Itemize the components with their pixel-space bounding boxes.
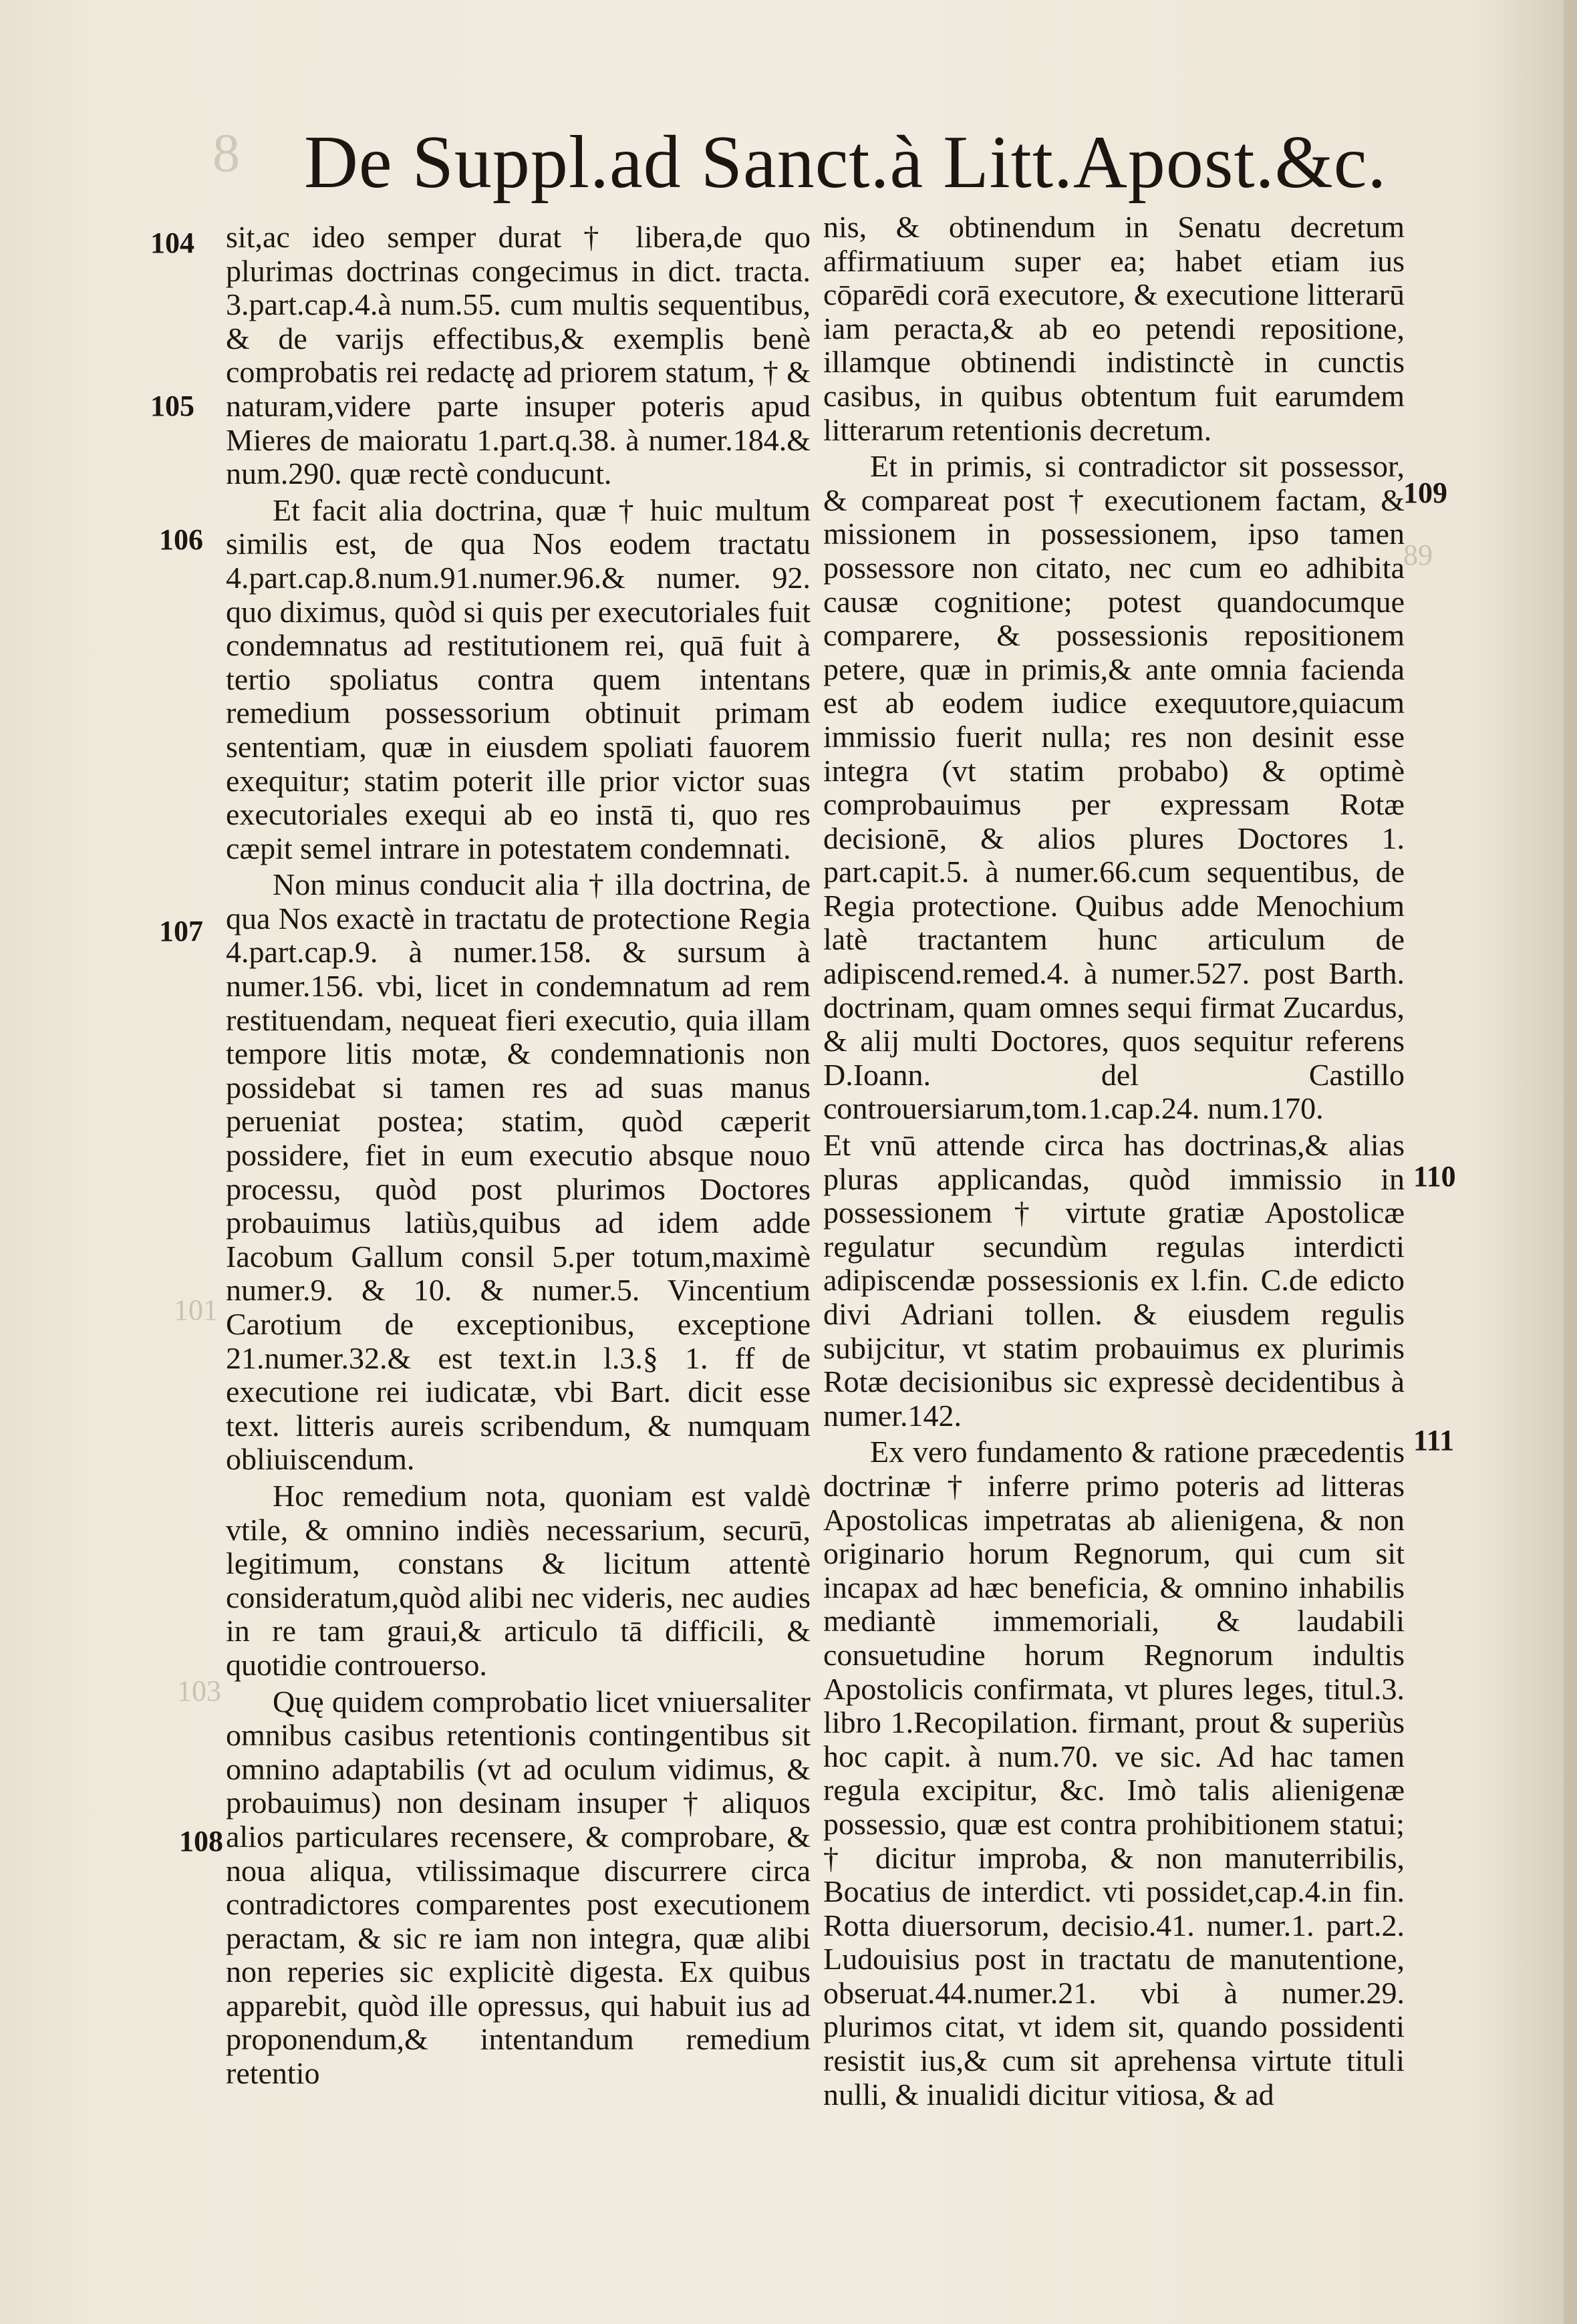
bleed-through-number: 101 bbox=[174, 1294, 218, 1326]
margin-number-107: 107 bbox=[159, 915, 203, 948]
paragraph: Hoc remedium nota, quoniam est valdè vtile, & omnino indiès necessarium, securū, legitimum, constans & licitum attentè consideratum,quòd alibi nec videris, nec audies in re tam graui,& articulo tā difficili, & quotidie controuerso. bbox=[226, 1478, 811, 1682]
right-text-column bbox=[823, 210, 1405, 2114]
bleed-through-number: 103 bbox=[177, 1675, 221, 1707]
page-edge bbox=[1564, 0, 1577, 2324]
paragraph: nis, & obtinendum in Senatu decretum affirmatiuum super ea; habet etiam ius cōparēdi corā executore, & executione litterarū iam peracta,& ab eo petendi repositione, illamque obtinendi indistinctè in cunctis casibus, in quibus obtentum fuit earumdem litterarum retentionis decretum. bbox=[823, 210, 1405, 447]
paragraph: Et vnū attende circa has doctrinas,& alias pluras applicandas, quòd immissio in possessionem † virtute gratiæ Apostolicæ regulatur secundùm regulas interdicti adipiscendæ possessionis ex l.fin. C.de edicto divi Adriani tollen. & eiusdem regulis subijcitur, vt statim probauimus ex plurimis Rotæ decisionibus sic expressè decidentibus à numer.142. bbox=[823, 1128, 1405, 1433]
margin-number-104: 104 bbox=[150, 227, 194, 259]
margin-number-111: 111 bbox=[1413, 1424, 1455, 1457]
margin-number-108: 108 bbox=[179, 1825, 223, 1858]
left-text-column bbox=[226, 221, 811, 2093]
page-number-faint: 8 bbox=[212, 122, 240, 183]
running-header: De Suppl.ad Sanct.à Litt.Apost.&c. bbox=[304, 121, 1387, 204]
margin-number-106: 106 bbox=[159, 523, 203, 556]
paragraph: Et facit alia doctrina, quæ † huic multum similis est, de qua Nos eodem tractatu 4.part.cap.8.num.91.numer.96.& numer. 92. quo diximus, quòd si quis per executoriales fuit condemnatus ad restitutionem rei, quā fuit à tertio spoliatus contra quem intentans remedium possessorium obtinuit primam sententiam, quæ in eiusdem spoliati fauorem exequitur; statim poterit ille prior victor suas executoriales exequi ab eo instā ti, quo res cæpit semel intrare in potestatem condemnati. bbox=[226, 492, 811, 865]
margin-number-109: 109 bbox=[1403, 476, 1447, 509]
bleed-through-number: 89 bbox=[1403, 539, 1433, 571]
paragraph: Quę quidem comprobatio licet vniuersaliter omnibus casibus retentionis contingentibus sit omnino adaptabilis (vt ad oculum vidimus, & probauimus) non desinam insuper † aliquos alios particulares recensere, & comprobare, & noua aliqua, vtilissimaque discurrere circa contradictores comparentes post executionem peractam, & sic re iam non integra, quæ alibi non reperies sic explicitè digesta. Ex quibus apparebit, quòd ille opressus, qui habuit ius ad proponendum,& intentandum remedium retentio bbox=[226, 1684, 811, 2091]
margin-number-105: 105 bbox=[150, 390, 194, 422]
margin-number-110: 110 bbox=[1413, 1160, 1456, 1193]
paragraph: Et in primis, si contradictor sit possessor, & compareat post † executionem factam, & missionem in possessionem, ipso tamen possessore non citato, nec cum eo adhibita causæ cognitione; potest quandocumque comparere, & possessionis repositionem petere, quæ in primis,& ante omnia facienda est ab eodem iudice exequutore,quiacum immissio fuerit nulla; res non desinit esse integra (vt statim probabo) & optimè comprobauimus per expressam Rotæ decisionē, & alios plures Doctores 1. part.capit.5. à numer.66.cum sequentibus, de Regia protectione. Quibus adde Menochium latè tractantem hunc articulum de adipiscend.remed.4. à numer.527. post Barth. doctrinam, quam omnes sequi firmat Zucardus, & alij multi Doctores, quos sequitur referens D.Ioann. del Castillo controuersiarum,tom.1.cap.24. num.170. bbox=[823, 449, 1405, 1126]
paragraph: sit,ac ideo semper durat † libera,de quo plurimas doctrinas congecimus in dict. tracta. 3.part.cap.4.à num.55. cum multis sequentibus, & de varijs effectibus,& exemplis benè comprobatis rei redactę ad priorem statum, † & naturam,videre parte insuper poteris apud Mieres de maioratu 1.part.q.38. à numer.184.& num.290. quæ rectè conducunt. bbox=[226, 220, 811, 491]
paragraph: Ex vero fundamento & ratione præcedentis doctrinæ † inferre primo poteris ad litteras Apostolicas impetratas ab alienigena, & non originario horum Regnorum, qui cum sit incapax ad hæc beneficia, & omnino inhabilis mediantè immemoriali, & laudabili consuetudine horum Regnorum indultis Apostolicis confirmata, vt plures leges, titul.3. libro 1.Recopilation. firmant, prout & superiùs hoc capit. à num.70. ve sic. Ad hac tamen regula excipitur, &c. Imò talis alienigenæ possessio, quæ est contra prohibitionem statui; † dicitur improba, & non manuterribilis, Bocatius de interdict. vti possidet,cap.4.in fin. Rotta diuersorum, decisio.41. numer.1. part.2. Ludouisius post in tractatu de manutentione, obseruat.44.numer.21. vbi à numer.29. plurimos citat, vt idem sit, quando possidenti resistit ius,& cum sit aprehensa virtute tituli nulli, & inualidi dicitur vitiosa, & ad bbox=[823, 1435, 1405, 2112]
paragraph: Non minus conducit alia † illa doctrina, de qua Nos exactè in tractatu de protectione Regia 4.part.cap.9. à numer.158. & sursum à numer.156. vbi, licet in condemnatum ad rem restituendam, nequeat fieri executio, quia illam tempore litis motæ, & condemnationis non possidebat si tamen res ad suas manus perueniat postea; statim, quòd cæperit possidere, fiet in eum executio absque nouo processu, quòd post plurimos Doctores probauimus latiùs,quibus ad idem adde Iacobum Gallum consil 5.per totum,maximè numer.9. & 10. & numer.5. Vincentium Carotium de exceptionibus, exceptione 21.numer.32.& est text.in l.3.§ 1. ff de executione rei iudicatæ, vbi Bart. dicit esse text. litteris aureis scribendum, & numquam obliuiscendum. bbox=[226, 867, 811, 1477]
